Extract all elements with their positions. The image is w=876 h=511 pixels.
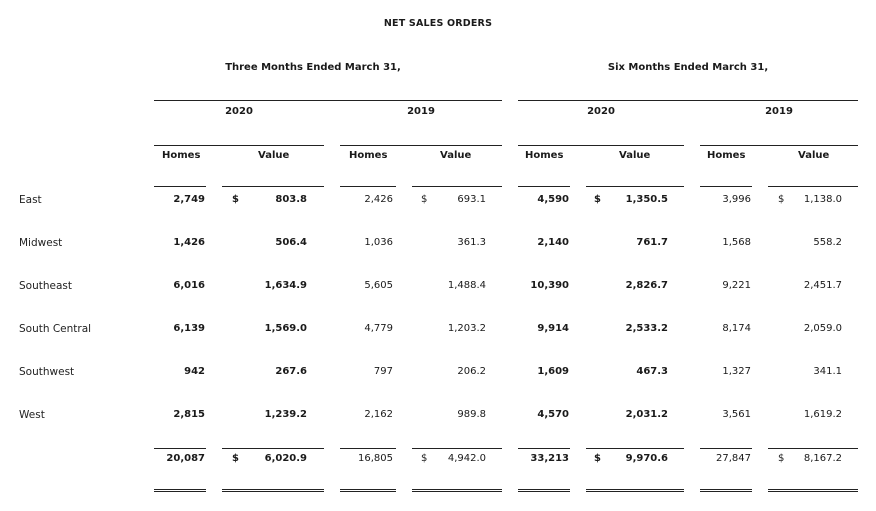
- rule: [154, 186, 206, 187]
- table-cell: 1,426: [173, 237, 205, 248]
- table-cell: 2,451.7: [803, 280, 842, 291]
- rule: [412, 448, 502, 449]
- table-cell: 1,488.4: [447, 280, 486, 291]
- total-value: 8,167.2: [803, 453, 842, 464]
- col-value: Value: [440, 150, 472, 161]
- double-rule: [768, 489, 858, 492]
- double-rule: [586, 489, 684, 492]
- table-cell: 942: [184, 366, 205, 377]
- total-value: 4,942.0: [447, 453, 486, 464]
- rule: [154, 145, 324, 146]
- year-header: 2020: [587, 106, 615, 117]
- table-cell: 1,327: [722, 366, 751, 377]
- currency-symbol: $: [594, 453, 601, 464]
- table-cell: 1,239.2: [264, 409, 307, 420]
- col-value: Value: [258, 150, 290, 161]
- table-cell: 1,609: [537, 366, 569, 377]
- table-cell: 1,350.5: [625, 194, 668, 205]
- total-value: 9,970.6: [625, 453, 668, 464]
- table-cell: 506.4: [275, 237, 307, 248]
- rule: [586, 186, 684, 187]
- rule: [518, 448, 570, 449]
- table-cell: 5,605: [364, 280, 393, 291]
- table-cell: 3,561: [722, 409, 751, 420]
- table-cell: 9,221: [722, 280, 751, 291]
- rule: [340, 145, 502, 146]
- double-rule: [154, 489, 206, 492]
- rule: [154, 100, 502, 101]
- period-three-months: Three Months Ended March 31,: [225, 62, 401, 73]
- currency-symbol: $: [778, 194, 785, 205]
- double-rule: [518, 489, 570, 492]
- table-cell: 2,031.2: [625, 409, 668, 420]
- rule: [700, 448, 752, 449]
- double-rule: [222, 489, 324, 492]
- table-cell: 3,996: [722, 194, 751, 205]
- col-value: Value: [619, 150, 651, 161]
- region-label: South Central: [19, 323, 92, 335]
- region-label: West: [19, 409, 45, 421]
- col-homes: Homes: [525, 150, 564, 161]
- table-cell: 1,569.0: [264, 323, 307, 334]
- table-cell: 2,426: [364, 194, 393, 205]
- table-cell: 2,533.2: [625, 323, 668, 334]
- currency-symbol: $: [421, 453, 428, 464]
- rule: [518, 100, 858, 101]
- table-cell: 467.3: [636, 366, 668, 377]
- table-cell: 9,914: [537, 323, 569, 334]
- table-cell: 803.8: [275, 194, 307, 205]
- currency-symbol: $: [232, 194, 239, 205]
- rule: [768, 186, 858, 187]
- table-cell: 1,634.9: [264, 280, 307, 291]
- rule: [768, 448, 858, 449]
- table-cell: 361.3: [457, 237, 486, 248]
- period-six-months: Six Months Ended March 31,: [607, 62, 769, 73]
- table-cell: 6,016: [173, 280, 205, 291]
- currency-symbol: $: [594, 194, 601, 205]
- year-header: 2019: [407, 106, 435, 117]
- total-value: 16,805: [358, 453, 393, 464]
- currency-symbol: $: [778, 453, 785, 464]
- region-label: Southeast: [19, 280, 72, 292]
- total-value: 33,213: [530, 453, 569, 464]
- table-cell: 1,568: [722, 237, 751, 248]
- rule: [586, 448, 684, 449]
- col-homes: Homes: [162, 150, 201, 161]
- table-cell: 267.6: [275, 366, 307, 377]
- region-label: Midwest: [19, 237, 63, 249]
- rule: [412, 186, 502, 187]
- table-cell: 761.7: [636, 237, 668, 248]
- rule: [700, 186, 752, 187]
- table-cell: 2,815: [173, 409, 205, 420]
- table-cell: 2,059.0: [803, 323, 842, 334]
- total-value: 6,020.9: [264, 453, 307, 464]
- table-cell: 2,162: [364, 409, 393, 420]
- col-homes: Homes: [349, 150, 388, 161]
- rule: [518, 145, 684, 146]
- rule: [518, 186, 570, 187]
- table-cell: 1,203.2: [447, 323, 486, 334]
- table-cell: 4,590: [537, 194, 569, 205]
- region-label: Southwest: [19, 366, 75, 378]
- year-header: 2019: [765, 106, 793, 117]
- rule: [222, 448, 324, 449]
- table-cell: 693.1: [457, 194, 486, 205]
- currency-symbol: $: [232, 453, 239, 464]
- double-rule: [340, 489, 396, 492]
- col-homes: Homes: [707, 150, 746, 161]
- table-cell: 1,138.0: [803, 194, 842, 205]
- table-cell: 1,619.2: [803, 409, 842, 420]
- table-cell: 10,390: [530, 280, 569, 291]
- double-rule: [412, 489, 502, 492]
- table-cell: 558.2: [813, 237, 842, 248]
- double-rule: [700, 489, 752, 492]
- col-value: Value: [798, 150, 830, 161]
- region-label: East: [19, 194, 42, 206]
- table-cell: 2,140: [537, 237, 569, 248]
- rule: [154, 448, 206, 449]
- total-value: 20,087: [166, 453, 205, 464]
- table-cell: 1,036: [364, 237, 393, 248]
- table-cell: 4,570: [537, 409, 569, 420]
- table-cell: 2,826.7: [625, 280, 668, 291]
- total-value: 27,847: [716, 453, 751, 464]
- year-header: 2020: [225, 106, 253, 117]
- table-cell: 341.1: [813, 366, 842, 377]
- table-cell: 6,139: [173, 323, 205, 334]
- rule: [700, 145, 858, 146]
- table-cell: 2,749: [173, 194, 205, 205]
- table-title: NET SALES ORDERS: [383, 18, 493, 29]
- table-cell: 4,779: [364, 323, 393, 334]
- rule: [340, 186, 396, 187]
- table-cell: 797: [373, 366, 393, 377]
- rule: [222, 186, 324, 187]
- table-cell: 206.2: [457, 366, 486, 377]
- rule: [340, 448, 396, 449]
- currency-symbol: $: [421, 194, 428, 205]
- table-cell: 989.8: [457, 409, 486, 420]
- table-cell: 8,174: [722, 323, 751, 334]
